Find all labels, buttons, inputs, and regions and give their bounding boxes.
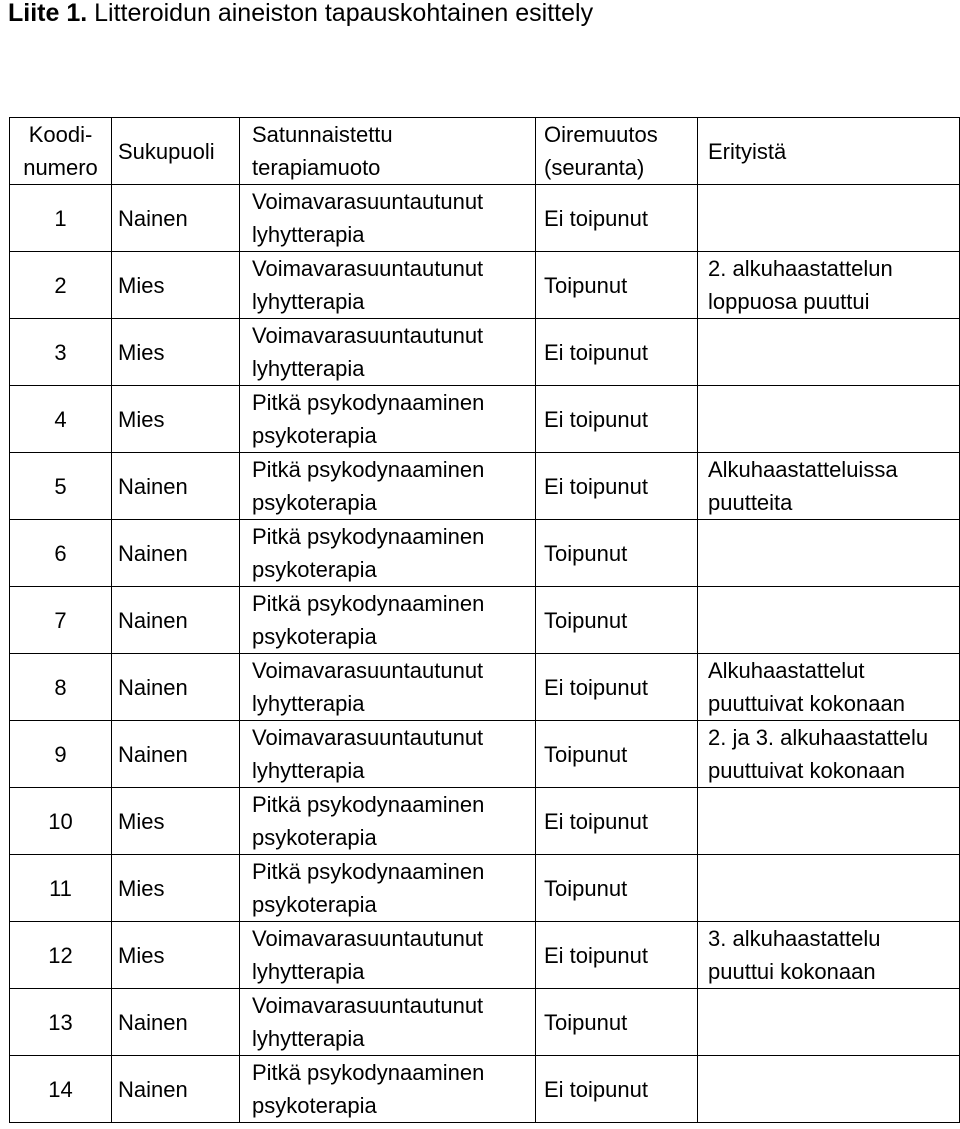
cell-notes-text: 3. alkuhaastattelu puuttui kokonaan xyxy=(708,926,881,984)
cell-code: 10 xyxy=(10,788,112,855)
cell-therapy-text: Pitkä psykodynaaminen psykoterapia xyxy=(252,457,485,515)
header-therapy: Satunnaistettu terapiamuoto xyxy=(240,118,536,185)
cell-sex: Mies xyxy=(112,319,240,386)
table-row xyxy=(10,788,960,855)
title-text: Litteroidun aineiston tapauskohtainen esittely xyxy=(94,0,594,27)
cell-therapy xyxy=(240,453,536,520)
header-outcome: Oiremuutos (seuranta) xyxy=(536,118,698,185)
cell-notes xyxy=(698,922,960,989)
cell-therapy-text: Pitkä psykodynaaminen psykoterapia xyxy=(252,390,485,448)
cell-therapy-text: Voimavarasuuntautunut lyhytterapia xyxy=(252,993,484,1051)
cell-therapy-text: Voimavarasuuntautunut lyhytterapia xyxy=(252,658,484,716)
cell-therapy-text: Voimavarasuuntautunut lyhytterapia xyxy=(252,256,484,314)
cell-therapy-text: Pitkä psykodynaaminen psykoterapia xyxy=(252,1060,485,1118)
cell-outcome: Toipunut xyxy=(536,520,698,587)
cell-outcome: Ei toipunut xyxy=(536,185,698,252)
cell-therapy xyxy=(240,788,536,855)
cell-code: 13 xyxy=(10,989,112,1056)
cell-therapy xyxy=(240,185,536,252)
cell-therapy xyxy=(240,252,536,319)
cell-sex: Nainen xyxy=(112,1056,240,1123)
cell-sex: Nainen xyxy=(112,185,240,252)
header-code: Koodi- numero xyxy=(10,118,112,185)
cell-therapy-text: Voimavarasuuntautunut lyhytterapia xyxy=(252,926,484,984)
table-row xyxy=(10,855,960,922)
cell-sex: Mies xyxy=(112,788,240,855)
table-row xyxy=(10,453,960,520)
cell-code: 7 xyxy=(10,587,112,654)
cell-code: 8 xyxy=(10,654,112,721)
cell-therapy-text: Voimavarasuuntautunut lyhytterapia xyxy=(252,323,484,381)
cell-notes-text: Alkuhaastattelut puuttuivat kokonaan xyxy=(708,658,905,716)
cell-notes xyxy=(698,453,960,520)
case-table xyxy=(9,117,960,1123)
cell-therapy xyxy=(240,587,536,654)
cell-code: 14 xyxy=(10,1056,112,1123)
cell-notes-text: Alkuhaastatteluissa puutteita xyxy=(708,457,898,515)
cell-therapy-text: Voimavarasuuntautunut lyhytterapia xyxy=(252,189,484,247)
table-row xyxy=(10,252,960,319)
table-row xyxy=(10,386,960,453)
cell-notes xyxy=(698,855,960,922)
cell-notes xyxy=(698,1056,960,1123)
cell-outcome: Ei toipunut xyxy=(536,922,698,989)
cell-therapy-text: Pitkä psykodynaaminen psykoterapia xyxy=(252,792,485,850)
cell-outcome: Ei toipunut xyxy=(536,1056,698,1123)
cell-outcome: Ei toipunut xyxy=(536,386,698,453)
cell-code: 5 xyxy=(10,453,112,520)
cell-therapy xyxy=(240,1056,536,1123)
title-prefix: Liite 1. xyxy=(8,0,88,27)
cell-therapy-text: Voimavarasuuntautunut lyhytterapia xyxy=(252,725,484,783)
header-notes: Erityistä xyxy=(698,118,960,185)
cell-code: 4 xyxy=(10,386,112,453)
page-title xyxy=(8,0,593,29)
cell-outcome: Toipunut xyxy=(536,989,698,1056)
cell-code: 9 xyxy=(10,721,112,788)
cell-sex: Mies xyxy=(112,252,240,319)
table-row xyxy=(10,721,960,788)
cell-therapy xyxy=(240,520,536,587)
cell-sex: Mies xyxy=(112,386,240,453)
cell-code: 12 xyxy=(10,922,112,989)
cell-therapy-text: Pitkä psykodynaaminen psykoterapia xyxy=(252,524,485,582)
table-row xyxy=(10,1056,960,1123)
cell-notes xyxy=(698,788,960,855)
cell-therapy xyxy=(240,654,536,721)
cell-outcome: Ei toipunut xyxy=(536,654,698,721)
cell-outcome: Toipunut xyxy=(536,855,698,922)
cell-therapy xyxy=(240,855,536,922)
cell-outcome: Ei toipunut xyxy=(536,788,698,855)
cell-sex: Mies xyxy=(112,922,240,989)
table-row xyxy=(10,319,960,386)
cell-sex: Nainen xyxy=(112,654,240,721)
cell-code: 11 xyxy=(10,855,112,922)
table-row xyxy=(10,185,960,252)
cell-outcome: Toipunut xyxy=(536,252,698,319)
cell-notes xyxy=(698,989,960,1056)
cell-notes xyxy=(698,587,960,654)
cell-therapy-text: Pitkä psykodynaaminen psykoterapia xyxy=(252,859,485,917)
cell-notes-text: 2. ja 3. alkuhaastattelu puuttuivat kokonaan xyxy=(708,725,929,783)
cell-therapy-text: Pitkä psykodynaaminen psykoterapia xyxy=(252,591,485,649)
table-row xyxy=(10,520,960,587)
cell-notes xyxy=(698,654,960,721)
cell-therapy xyxy=(240,922,536,989)
header-row xyxy=(10,118,960,185)
cell-sex: Nainen xyxy=(112,587,240,654)
cell-sex: Nainen xyxy=(112,989,240,1056)
cell-outcome: Ei toipunut xyxy=(536,453,698,520)
cell-outcome: Ei toipunut xyxy=(536,319,698,386)
cell-code: 3 xyxy=(10,319,112,386)
cell-notes xyxy=(698,252,960,319)
cell-sex: Nainen xyxy=(112,721,240,788)
cell-therapy xyxy=(240,721,536,788)
table-row xyxy=(10,587,960,654)
cell-notes xyxy=(698,721,960,788)
header-sex: Sukupuoli xyxy=(112,118,240,185)
table-row xyxy=(10,989,960,1056)
cell-code: 1 xyxy=(10,185,112,252)
cell-outcome: Toipunut xyxy=(536,721,698,788)
cell-sex: Mies xyxy=(112,855,240,922)
cell-therapy xyxy=(240,989,536,1056)
cell-notes xyxy=(698,386,960,453)
cell-code: 2 xyxy=(10,252,112,319)
cell-sex: Nainen xyxy=(112,520,240,587)
cell-notes-text: 2. alkuhaastattelun loppuosa puuttui xyxy=(708,256,893,314)
table-row xyxy=(10,922,960,989)
cell-therapy xyxy=(240,319,536,386)
cell-notes xyxy=(698,319,960,386)
cell-sex: Nainen xyxy=(112,453,240,520)
cell-code: 6 xyxy=(10,520,112,587)
table-row xyxy=(10,654,960,721)
cell-notes xyxy=(698,185,960,252)
cell-therapy xyxy=(240,386,536,453)
cell-outcome: Toipunut xyxy=(536,587,698,654)
cell-notes xyxy=(698,520,960,587)
